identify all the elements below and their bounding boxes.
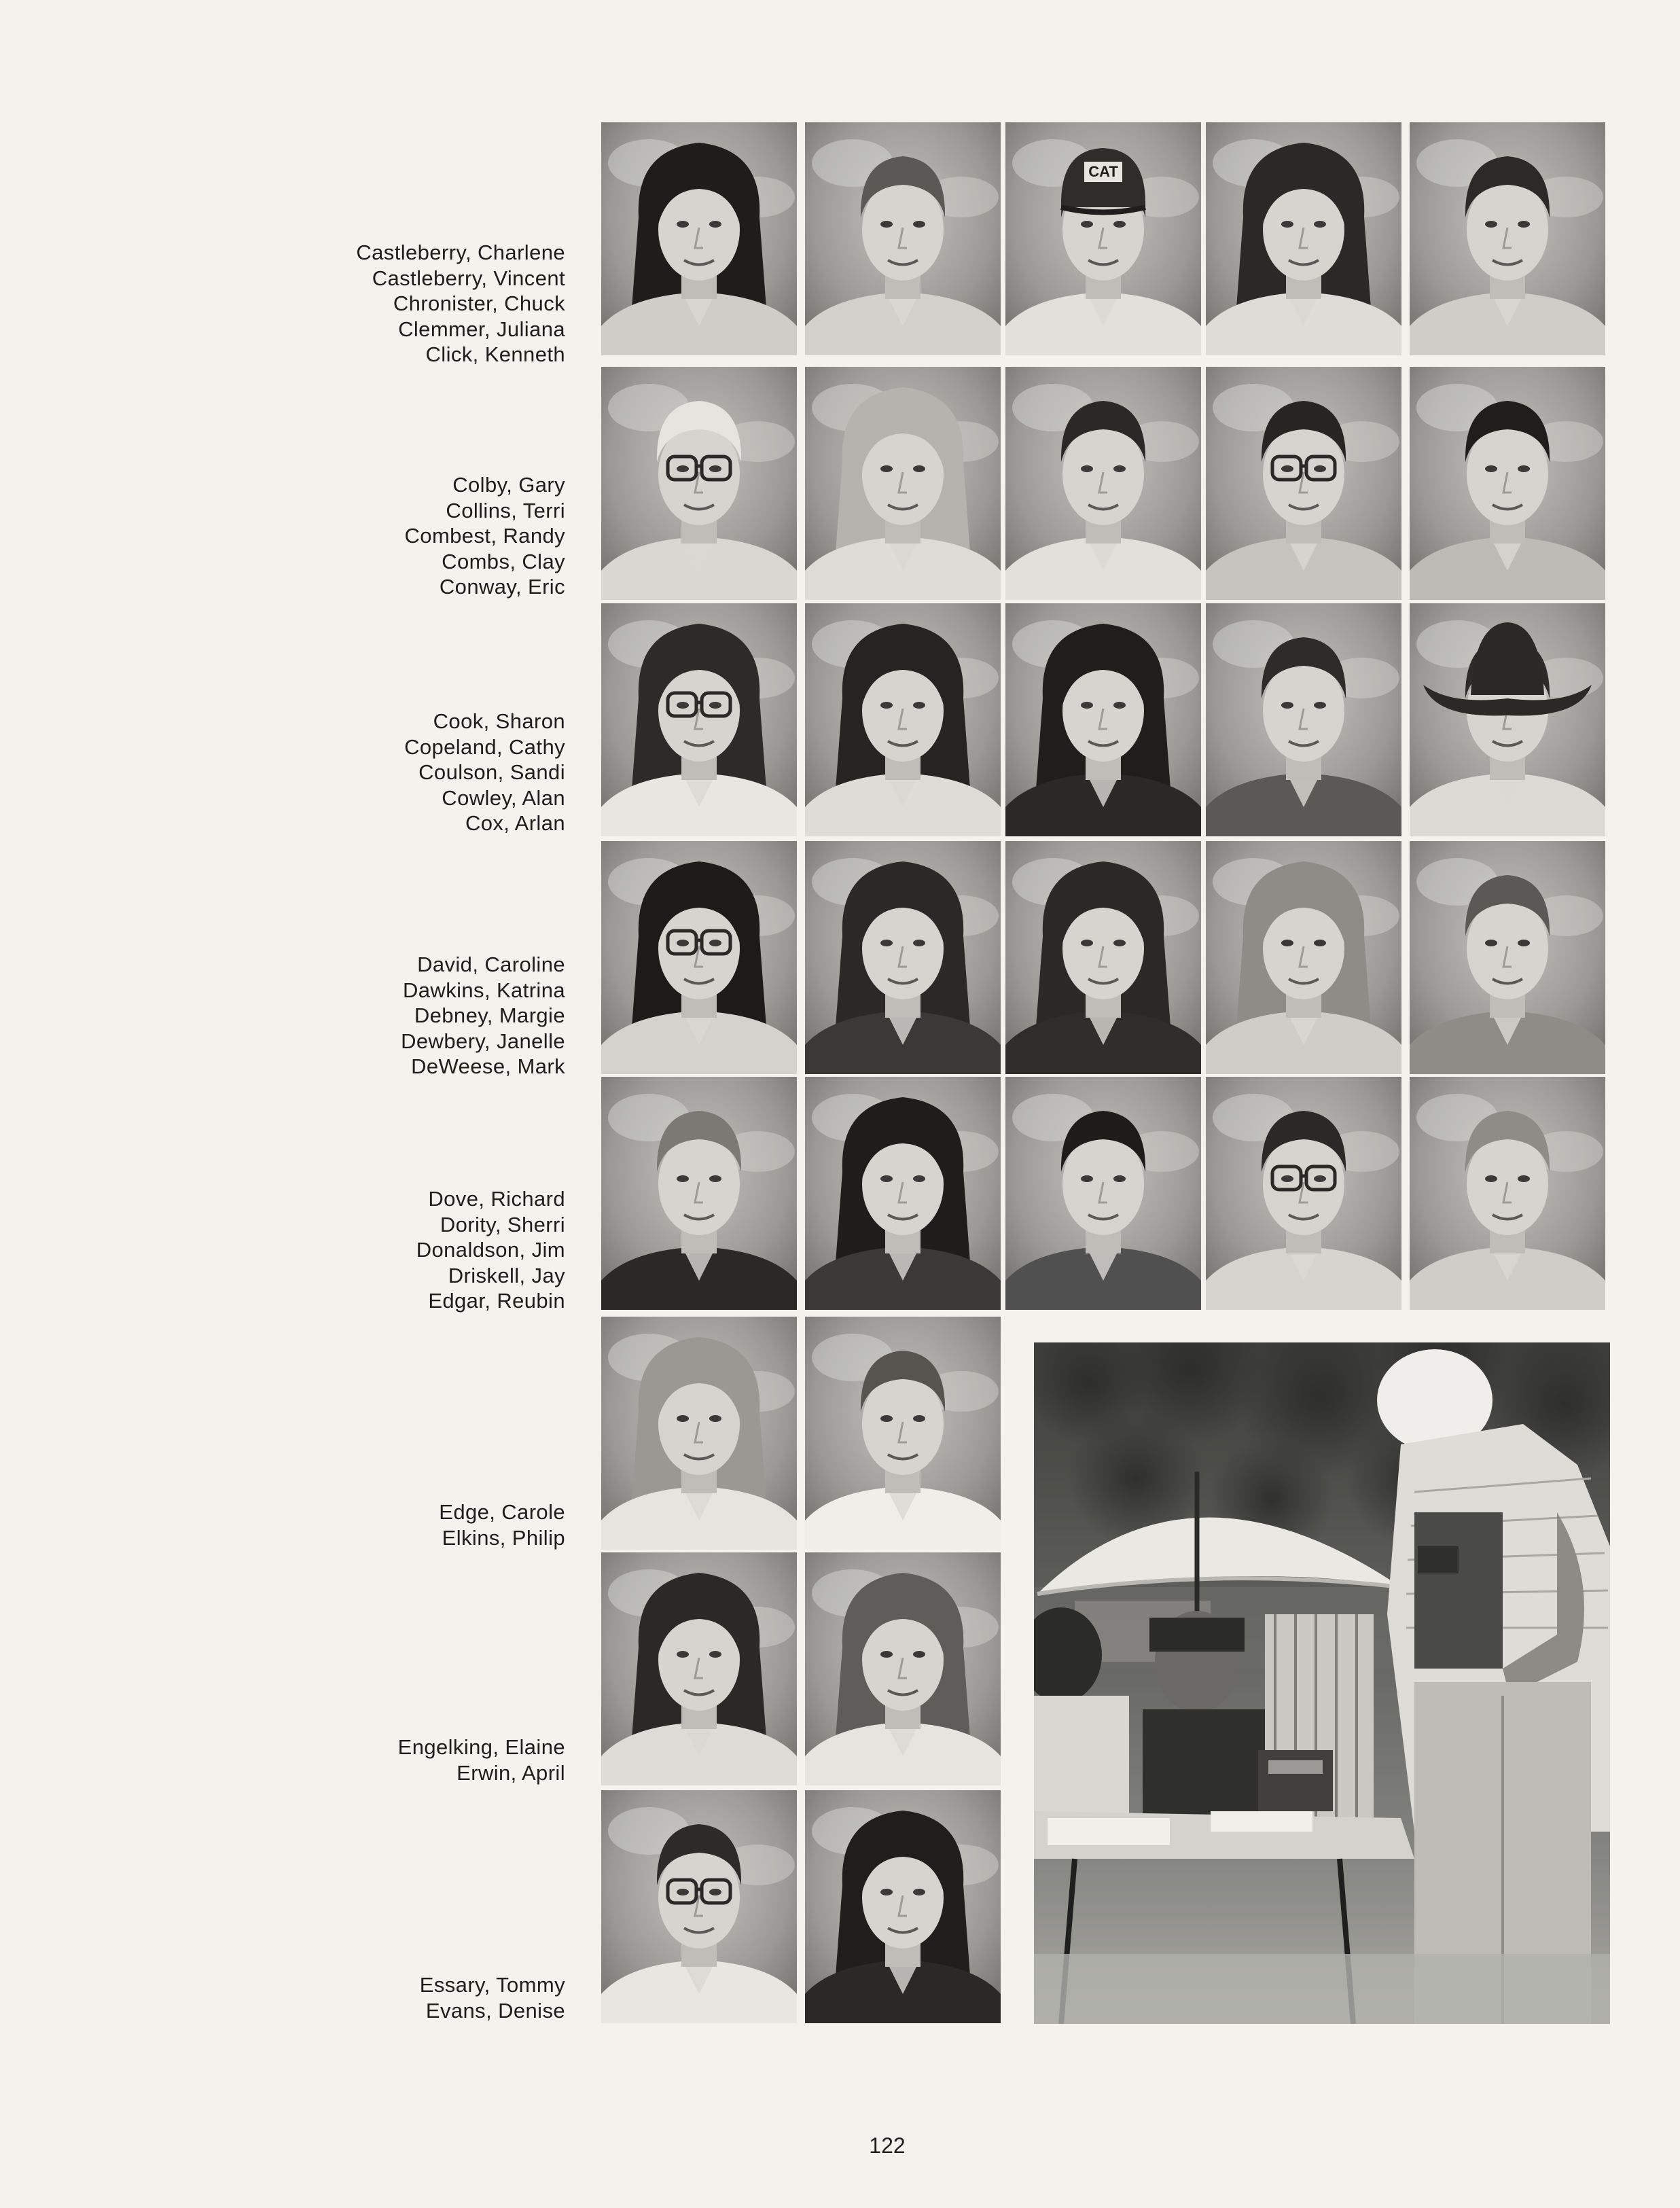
portrait-image — [805, 1790, 1001, 2023]
student-name: Debney, Margie — [414, 1003, 565, 1028]
portrait-image — [805, 841, 1001, 1074]
student-name: Evans, Denise — [425, 1998, 565, 2023]
student-name: Essary, Tommy — [419, 1973, 565, 1997]
student-name: Collins, Terri — [446, 498, 565, 522]
student-name: Erwin, April — [457, 1760, 565, 1785]
portrait-image — [1206, 1077, 1401, 1310]
portrait-image — [805, 1317, 1001, 1550]
student-portrait — [1410, 841, 1605, 1074]
portrait-image — [805, 122, 1001, 355]
student-portrait — [601, 367, 797, 600]
portrait-image — [805, 603, 1001, 836]
student-name: Dority, Sherri — [440, 1212, 565, 1236]
portrait-image — [601, 1552, 797, 1785]
name-block-row-5 — [204, 1186, 565, 1314]
name-block-row-7 — [204, 1734, 565, 1785]
portrait-image — [1410, 603, 1605, 836]
student-name: Donaldson, Jim — [416, 1238, 565, 1262]
candid-photo-image — [1034, 1342, 1610, 2024]
student-name: Coulson, Sandi — [418, 760, 565, 785]
student-name: DeWeese, Mark — [411, 1054, 565, 1079]
portrait-image — [805, 1552, 1001, 1785]
name-block-row-1 — [204, 240, 565, 368]
portrait-image — [1410, 1077, 1605, 1310]
name-block-row-6 — [204, 1499, 565, 1550]
student-portrait — [1005, 122, 1201, 355]
student-portrait — [601, 1790, 797, 2023]
student-portrait — [601, 122, 797, 355]
student-portrait — [601, 1552, 797, 1785]
student-portrait — [805, 1077, 1001, 1310]
student-portrait — [601, 1317, 797, 1550]
student-name: Driskell, Jay — [448, 1263, 565, 1287]
student-name: Combest, Randy — [404, 524, 565, 548]
student-name: Dove, Richard — [428, 1187, 565, 1211]
student-portrait — [1206, 122, 1401, 355]
student-portrait — [601, 1077, 797, 1310]
student-name: Cowley, Alan — [442, 785, 565, 810]
student-name: Cox, Arlan — [465, 811, 565, 836]
student-name: Castleberry, Charlene — [356, 241, 565, 264]
student-portrait — [1206, 603, 1401, 836]
student-portrait — [1410, 367, 1605, 600]
student-portrait — [1410, 122, 1605, 355]
student-portrait — [805, 367, 1001, 600]
student-name: David, Caroline — [417, 952, 565, 976]
portrait-image — [601, 841, 797, 1074]
student-name: Clemmer, Juliana — [398, 317, 565, 341]
student-portrait — [805, 603, 1001, 836]
name-block-row-3 — [204, 709, 565, 836]
student-portrait — [805, 122, 1001, 355]
student-name: Cook, Sharon — [433, 709, 565, 733]
portrait-image — [1410, 841, 1605, 1074]
name-block-row-2 — [204, 472, 565, 600]
student-portrait — [1005, 367, 1201, 600]
portrait-image — [1005, 367, 1201, 600]
student-name: Colby, Gary — [452, 473, 565, 497]
student-portrait — [1206, 841, 1401, 1074]
name-block-row-8 — [204, 1972, 565, 2023]
portrait-image — [805, 367, 1001, 600]
portrait-image — [1206, 841, 1401, 1074]
student-portrait — [1005, 603, 1201, 836]
student-name: Dawkins, Katrina — [403, 978, 565, 1002]
portrait-image — [1206, 603, 1401, 836]
portrait-image — [1206, 122, 1401, 355]
portrait-image — [1005, 1077, 1201, 1310]
student-name: Chronister, Chuck — [393, 291, 565, 316]
student-portrait — [1410, 603, 1605, 836]
student-name: Click, Kenneth — [425, 342, 565, 367]
student-name: Conway, Eric — [439, 575, 565, 599]
student-name: Elkins, Philip — [442, 1525, 565, 1550]
portrait-image — [601, 1317, 797, 1550]
student-name: Dewbery, Janelle — [401, 1029, 565, 1053]
student-name: Edge, Carole — [439, 1500, 565, 1524]
portrait-image — [805, 1077, 1001, 1310]
portrait-image — [601, 367, 797, 600]
student-portrait — [601, 603, 797, 836]
student-portrait — [805, 1790, 1001, 2023]
portrait-image — [601, 122, 797, 355]
student-portrait — [1005, 841, 1201, 1074]
portrait-image — [601, 603, 797, 836]
student-name: Combs, Clay — [442, 549, 565, 573]
portrait-image — [1005, 122, 1201, 355]
candid-photo-umbrella-table — [1034, 1342, 1610, 2024]
portrait-image — [601, 1077, 797, 1310]
student-portrait — [1206, 367, 1401, 600]
student-portrait — [1005, 1077, 1201, 1310]
student-portrait — [1206, 1077, 1401, 1310]
student-name: Castleberry, Vincent — [372, 266, 565, 290]
page-number: 122 — [869, 2133, 906, 2158]
portrait-image — [1410, 367, 1605, 600]
portrait-image — [601, 1790, 797, 2023]
student-name: Engelking, Elaine — [397, 1735, 565, 1759]
name-block-row-4 — [204, 952, 565, 1080]
student-portrait — [1410, 1077, 1605, 1310]
portrait-image — [1005, 603, 1201, 836]
student-portrait — [805, 841, 1001, 1074]
student-portrait — [805, 1317, 1001, 1550]
student-portrait — [601, 841, 797, 1074]
portrait-image — [1005, 841, 1201, 1074]
student-name: Copeland, Cathy — [404, 734, 565, 759]
student-portrait — [805, 1552, 1001, 1785]
portrait-image — [1206, 367, 1401, 600]
portrait-image — [1410, 122, 1605, 355]
hat-logo-text: CAT — [1088, 163, 1118, 180]
student-name: Edgar, Reubin — [428, 1289, 565, 1313]
